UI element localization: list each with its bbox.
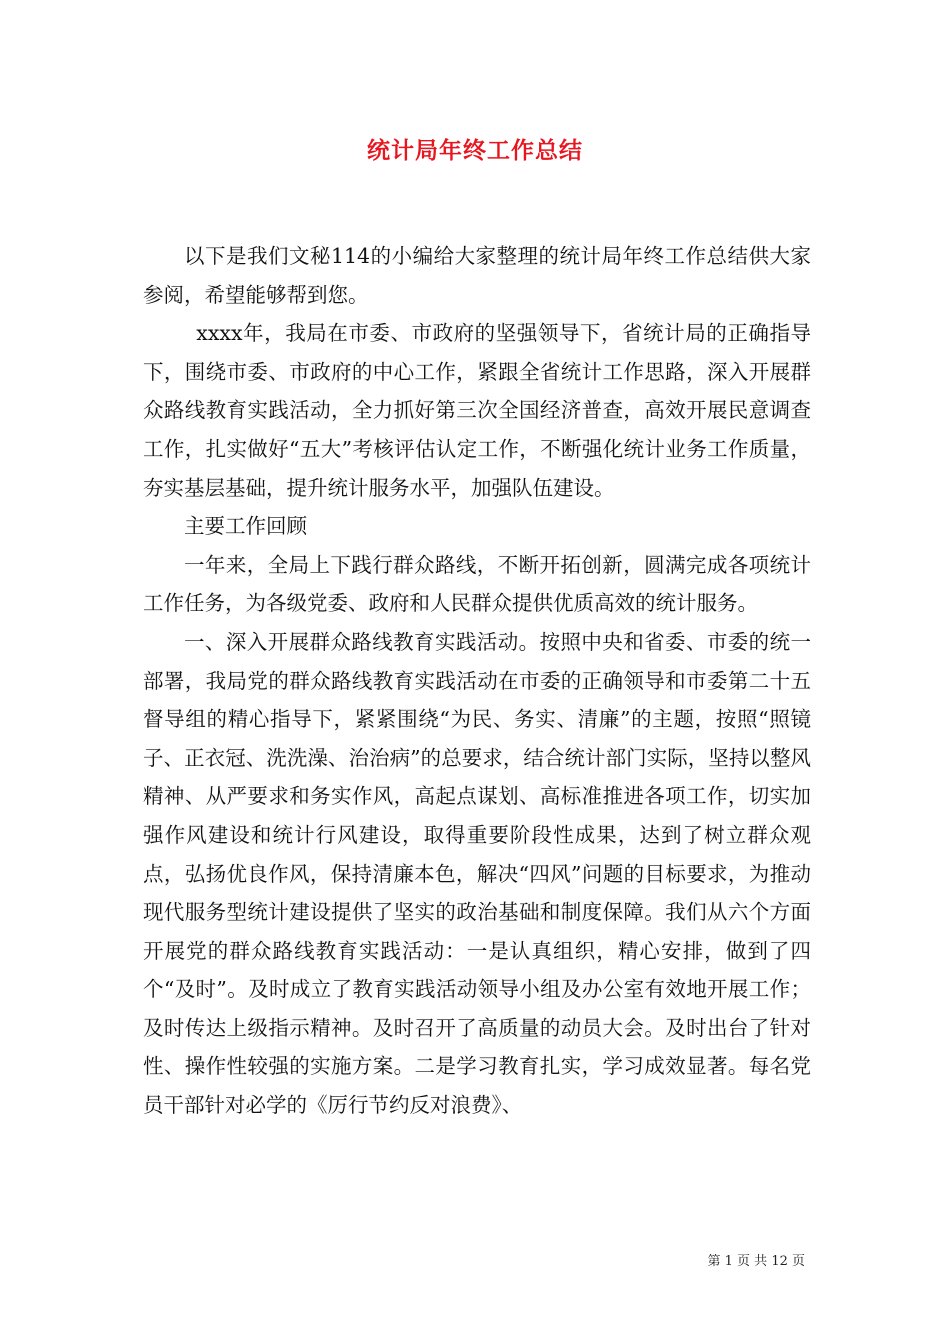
section-heading: 主要工作回顾	[184, 514, 307, 539]
document-body	[143, 237, 811, 1125]
page-number-footer: 第 1 页 共 12 页	[707, 1254, 805, 1269]
intro-paragraph: 以下是我们文秘114的小编给大家整理的统计局年终工作总结供大家参阅，希望能够帮到您。	[143, 244, 811, 307]
review-paragraph: 一年来，全局上下践行群众路线，不断开拓创新，圆满完成各项统计工作任务，为各级党委、政府和人民群众提供优质高效的统计服务。	[143, 552, 811, 616]
document-title: 统计局年终工作总结	[367, 138, 583, 164]
section-one-paragraph: 一、深入开展群众路线教育实践活动。按照中央和省委、市委的统一部署，我局党的群众路线教育实践活动在市委的正确领导和市委第二十五督导组的精心指导下，紧紧围绕“为民、务实、清廉”的主题，按照“照镜子、正衣冠、洗洗澡、治治病”的总要求，结合统计部门实际，坚持以整风精神、从严要求和务实作风，高起点谋划、高标准推进各项工作，切实加强作风建设和统计行风建设，取得重要阶段性成果，达到了树立群众观点，弘扬优良作风，保持清廉本色，解决“四风”问题的目标要求，为推动现代服务型统计建设提供了坚实的政治基础和制度保障。我们从六个方面开展党的群众路线教育实践活动：一是认真组织，精心安排，做到了四个“及时”。及时成立了教育实践活动领导小组及办公室有效地开展工作；及时传达上级指示精神。及时召开了高质量的动员大会。及时出台了针对性、操作性较强的实施方案。二是学习教育扎实，学习成效显著。每名党员干部针对必学的《厉行节约反对浪费》、	[143, 629, 811, 1118]
summary-paragraph: xxxx年，我局在市委、市政府的坚强领导下，省统计局的正确指导下，围绕市委、市政府的中心工作，紧跟全省统计工作思路，深入开展群众路线教育实践活动，全力抓好第三次全国经济普查，高效开展民意调查工作，扎实做好“五大”考核评估认定工作，不断强化统计业务工作质量，夯实基层基础，提升统计服务水平，加强队伍建设。	[143, 321, 811, 500]
